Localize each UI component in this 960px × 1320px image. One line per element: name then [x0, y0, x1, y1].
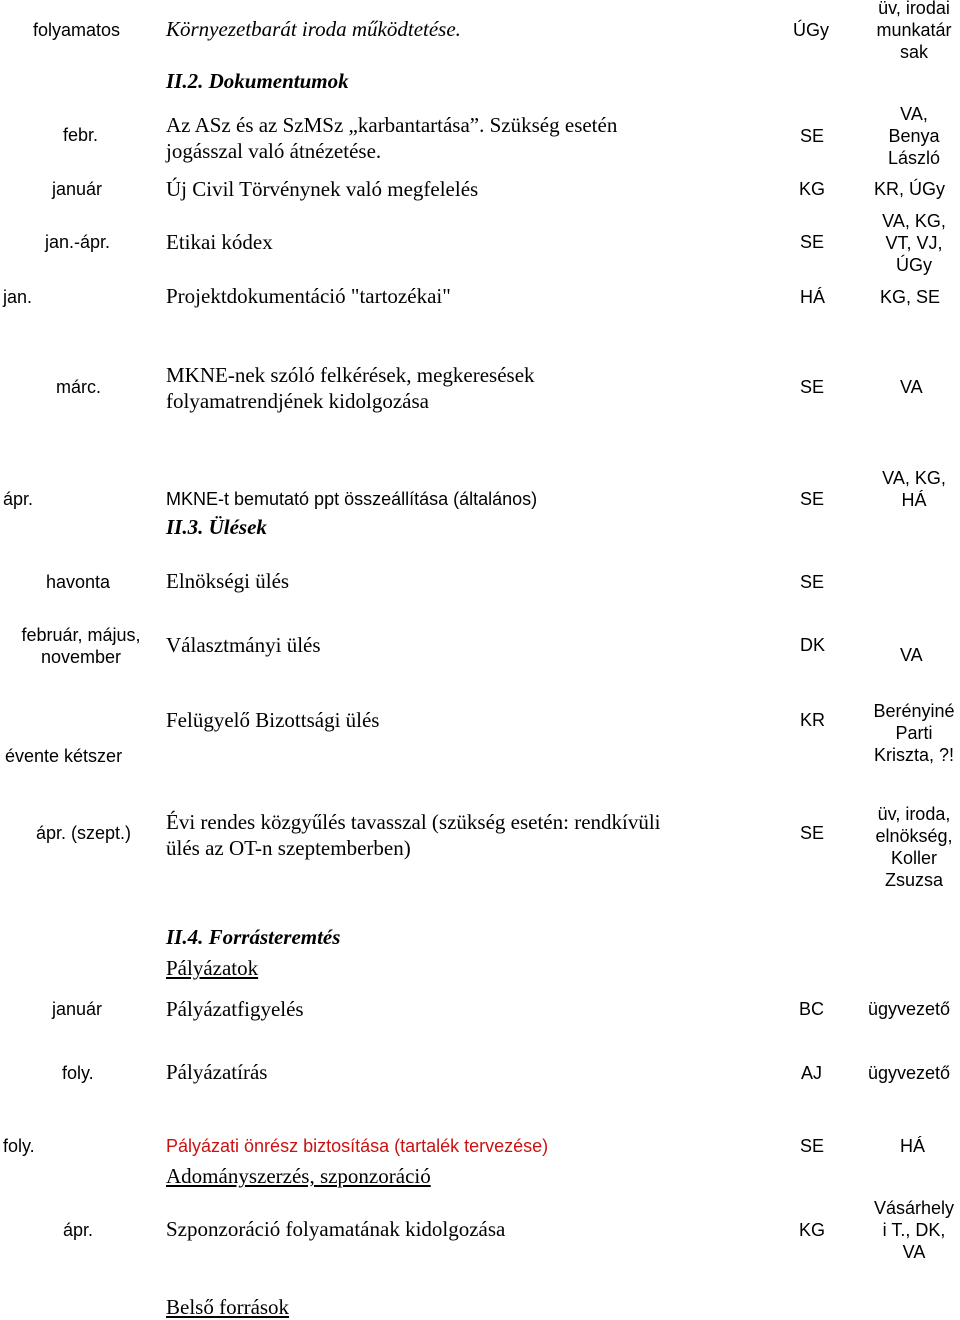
- subsection-heading: Belső források: [166, 1295, 290, 1319]
- row-responsible: KG: [799, 1220, 826, 1240]
- row-task: Felügyelő Bizottsági ülés: [166, 708, 380, 732]
- row-when: ápr. (szept.): [36, 823, 132, 843]
- section-heading: II.4. Forrásteremtés: [166, 925, 341, 949]
- row-participants: ügyvezető: [868, 1063, 951, 1083]
- row-when: ápr.: [3, 489, 34, 509]
- row-task: MKNE-nek szóló felkérések, megkeresések folyamatrendjének kidolgozása: [166, 363, 535, 413]
- row-when: foly.: [62, 1063, 94, 1083]
- row-responsible: ÚGy: [793, 20, 829, 40]
- row-responsible: SE: [800, 232, 825, 252]
- row-task: Új Civil Törvénynek való megfelelés: [166, 177, 479, 201]
- row-responsible: SE: [800, 377, 825, 397]
- row-when: január: [52, 179, 103, 199]
- row-when: folyamatos: [33, 20, 121, 40]
- row-responsible: DK: [800, 635, 826, 655]
- row-when: havonta: [46, 572, 111, 592]
- row-responsible: HÁ: [800, 287, 826, 307]
- row-responsible: SE: [800, 1136, 825, 1156]
- row-responsible: SE: [800, 126, 825, 146]
- row-participants: VA, KG, HÁ: [882, 468, 946, 510]
- row-participants: üv, irodai munkatár sak: [876, 0, 952, 62]
- row-participants: ügyvezető: [868, 999, 951, 1019]
- row-responsible: SE: [800, 489, 825, 509]
- row-task: Környezetbarát iroda működtetése.: [166, 17, 461, 41]
- row-participants: KR, ÚGy: [874, 179, 946, 199]
- row-participants: VA, KG, VT, VJ, ÚGy: [882, 211, 946, 275]
- row-when: ápr.: [63, 1220, 94, 1240]
- row-task: Választmányi ülés: [166, 633, 321, 657]
- row-participants: üv, iroda, elnökség, Koller Zsuzsa: [875, 804, 953, 890]
- row-responsible: SE: [800, 823, 825, 843]
- subsection-heading: Adományszerzés, szponzoráció: [166, 1164, 431, 1188]
- row-when: január: [52, 999, 103, 1019]
- row-task: Etikai kódex: [166, 230, 273, 254]
- row-when: évente kétszer: [5, 746, 123, 766]
- row-task: Pályázatfigyelés: [166, 997, 304, 1021]
- row-when: márc.: [56, 377, 101, 397]
- section-heading: II.2. Dokumentumok: [166, 69, 349, 93]
- row-task: MKNE-t bemutató ppt összeállítása (általános): [166, 489, 538, 509]
- row-when: február, május, november: [21, 625, 141, 667]
- row-participants: Vásárhely i T., DK, VA: [873, 1198, 955, 1262]
- row-task: Pályázatírás: [166, 1060, 268, 1084]
- row-when: foly.: [3, 1136, 35, 1156]
- row-participants: HÁ: [900, 1136, 926, 1156]
- row-task: Szponzoráció folyamatának kidolgozása: [166, 1217, 506, 1241]
- row-participants: VA: [900, 377, 923, 397]
- subsection-heading: Pályázatok: [166, 956, 259, 980]
- row-participants: VA, Benya László: [887, 104, 941, 168]
- row-responsible: BC: [799, 999, 825, 1019]
- row-when: jan.-ápr.: [45, 232, 111, 252]
- row-when: jan.: [3, 287, 33, 307]
- row-responsible: SE: [800, 572, 825, 592]
- row-participants: KG, SE: [880, 287, 941, 307]
- row-task: Évi rendes közgyűlés tavasszal (szükség esetén: rendkívüli ülés az OT-n szeptemberben): [166, 810, 661, 860]
- row-task: Elnökségi ülés: [166, 569, 290, 593]
- row-task: Az ASz és az SzMSz „karbantartása”. Szükség esetén jogásszal való átnézetése.: [166, 113, 618, 163]
- row-when: febr.: [63, 125, 99, 145]
- row-participants: VA: [900, 645, 923, 665]
- row-task: Projektdokumentáció "tartozékai": [166, 284, 451, 308]
- row-responsible: KG: [799, 179, 826, 199]
- row-responsible: KR: [800, 710, 826, 730]
- row-participants: Berényiné Parti Kriszta, ?!: [873, 701, 955, 765]
- row-responsible: AJ: [801, 1063, 823, 1083]
- row-task-highlighted: Pályázati önrész biztosítása (tartalék tervezése): [166, 1136, 549, 1156]
- section-heading: II.3. Ülések: [166, 515, 267, 539]
